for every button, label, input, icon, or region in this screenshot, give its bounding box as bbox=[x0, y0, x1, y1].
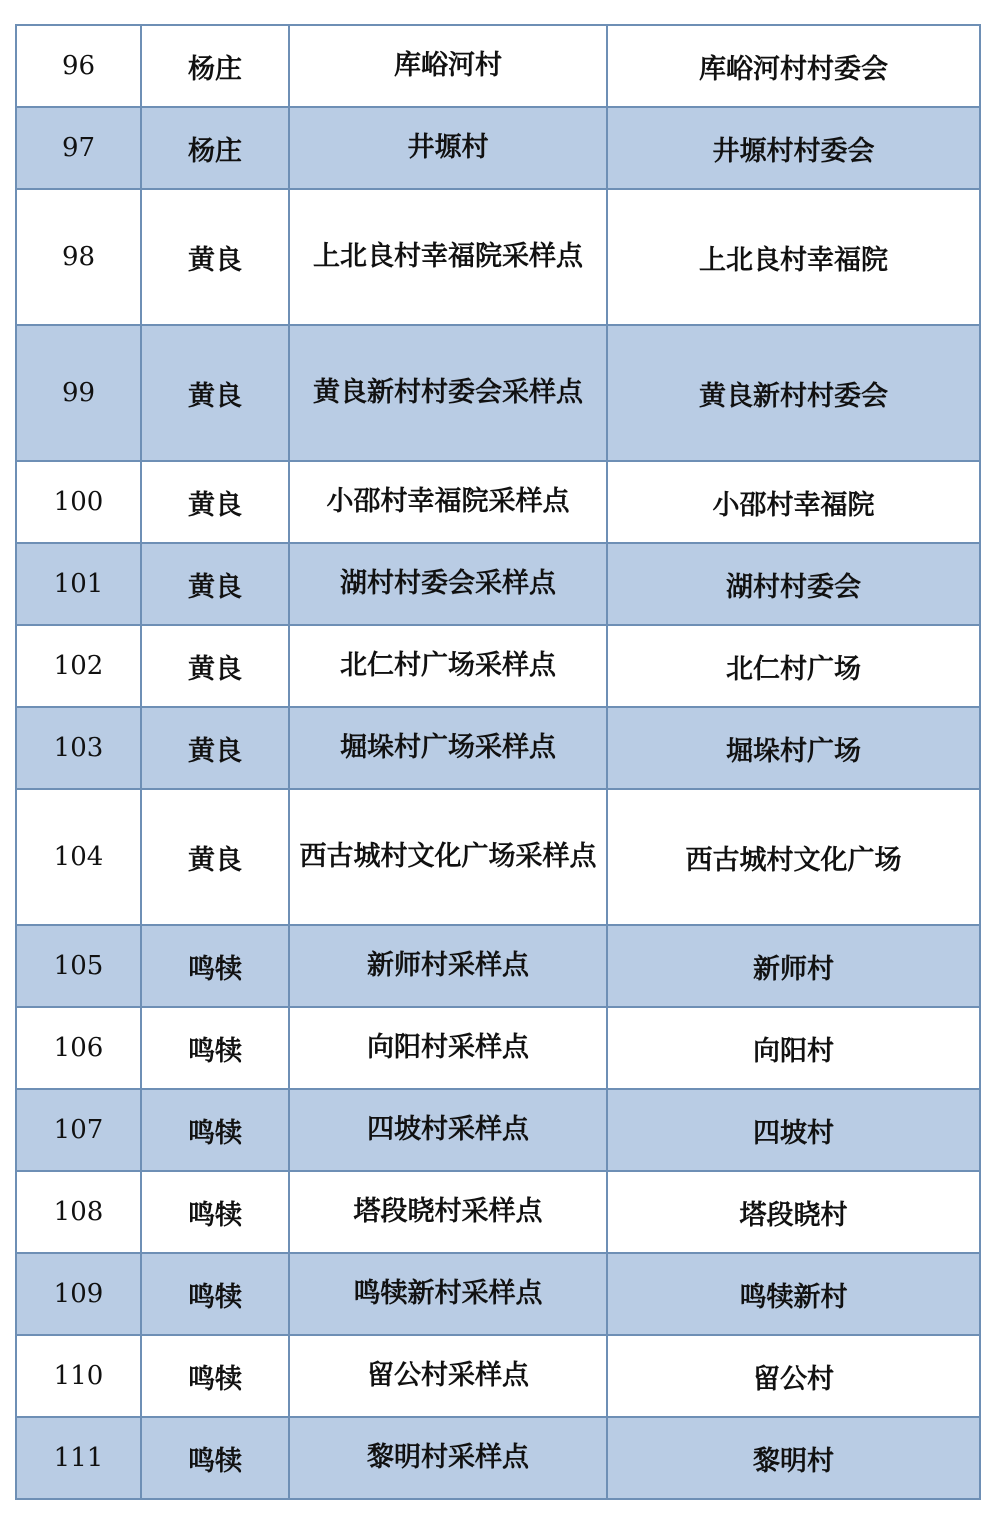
site-name: 塔段晓村采样点 bbox=[289, 1171, 607, 1253]
site-name: 黄良新村村委会采样点 bbox=[289, 325, 607, 461]
table-row bbox=[16, 1417, 980, 1499]
site-location: 湖村村委会 bbox=[607, 543, 980, 625]
row-number: 99 bbox=[16, 325, 141, 461]
row-number: 107 bbox=[16, 1089, 141, 1171]
site-location: 上北良村幸福院 bbox=[607, 189, 980, 325]
town-name: 杨庄 bbox=[141, 107, 289, 189]
site-location: 新师村 bbox=[607, 925, 980, 1007]
row-number: 111 bbox=[16, 1417, 141, 1499]
town-name: 鸣犊 bbox=[141, 1335, 289, 1417]
table-row bbox=[16, 1089, 980, 1171]
site-name: 上北良村幸福院采样点 bbox=[289, 189, 607, 325]
site-name: 留公村采样点 bbox=[289, 1335, 607, 1417]
row-number: 109 bbox=[16, 1253, 141, 1335]
table-row bbox=[16, 325, 980, 461]
table-row bbox=[16, 189, 980, 325]
town-name: 黄良 bbox=[141, 461, 289, 543]
site-location: 向阳村 bbox=[607, 1007, 980, 1089]
town-name: 鸣犊 bbox=[141, 1089, 289, 1171]
row-number: 104 bbox=[16, 789, 141, 925]
site-name: 北仁村广场采样点 bbox=[289, 625, 607, 707]
site-location: 鸣犊新村 bbox=[607, 1253, 980, 1335]
sampling-site-table bbox=[15, 24, 981, 1500]
site-location: 北仁村广场 bbox=[607, 625, 980, 707]
town-name: 黄良 bbox=[141, 789, 289, 925]
town-name: 黄良 bbox=[141, 543, 289, 625]
site-name: 小邵村幸福院采样点 bbox=[289, 461, 607, 543]
site-name: 库峪河村 bbox=[289, 25, 607, 107]
row-number: 102 bbox=[16, 625, 141, 707]
site-name: 井塬村 bbox=[289, 107, 607, 189]
table-row bbox=[16, 925, 980, 1007]
town-name: 黄良 bbox=[141, 325, 289, 461]
site-location: 堀垛村广场 bbox=[607, 707, 980, 789]
town-name: 黄良 bbox=[141, 707, 289, 789]
row-number: 100 bbox=[16, 461, 141, 543]
town-name: 鸣犊 bbox=[141, 1417, 289, 1499]
row-number: 98 bbox=[16, 189, 141, 325]
site-location: 留公村 bbox=[607, 1335, 980, 1417]
table-row bbox=[16, 461, 980, 543]
town-name: 黄良 bbox=[141, 625, 289, 707]
site-name: 新师村采样点 bbox=[289, 925, 607, 1007]
town-name: 鸣犊 bbox=[141, 1253, 289, 1335]
site-name: 黎明村采样点 bbox=[289, 1417, 607, 1499]
town-name: 鸣犊 bbox=[141, 1171, 289, 1253]
table-row bbox=[16, 1171, 980, 1253]
row-number: 101 bbox=[16, 543, 141, 625]
site-location: 塔段晓村 bbox=[607, 1171, 980, 1253]
table-row bbox=[16, 789, 980, 925]
site-name: 向阳村采样点 bbox=[289, 1007, 607, 1089]
row-number: 110 bbox=[16, 1335, 141, 1417]
site-location: 库峪河村村委会 bbox=[607, 25, 980, 107]
site-name: 四坡村采样点 bbox=[289, 1089, 607, 1171]
site-name: 堀垛村广场采样点 bbox=[289, 707, 607, 789]
table-row bbox=[16, 1335, 980, 1417]
table-row bbox=[16, 707, 980, 789]
table-row bbox=[16, 625, 980, 707]
site-location: 小邵村幸福院 bbox=[607, 461, 980, 543]
table-row bbox=[16, 543, 980, 625]
row-number: 105 bbox=[16, 925, 141, 1007]
row-number: 97 bbox=[16, 107, 141, 189]
row-number: 96 bbox=[16, 25, 141, 107]
table-row bbox=[16, 25, 980, 107]
row-number: 108 bbox=[16, 1171, 141, 1253]
row-number: 106 bbox=[16, 1007, 141, 1089]
site-name: 西古城村文化广场采样点 bbox=[289, 789, 607, 925]
site-location: 四坡村 bbox=[607, 1089, 980, 1171]
town-name: 杨庄 bbox=[141, 25, 289, 107]
table-row bbox=[16, 1007, 980, 1089]
row-number: 103 bbox=[16, 707, 141, 789]
site-location: 井塬村村委会 bbox=[607, 107, 980, 189]
table-row bbox=[16, 107, 980, 189]
town-name: 黄良 bbox=[141, 189, 289, 325]
site-location: 西古城村文化广场 bbox=[607, 789, 980, 925]
site-name: 鸣犊新村采样点 bbox=[289, 1253, 607, 1335]
table-row bbox=[16, 1253, 980, 1335]
site-location: 黎明村 bbox=[607, 1417, 980, 1499]
town-name: 鸣犊 bbox=[141, 1007, 289, 1089]
town-name: 鸣犊 bbox=[141, 925, 289, 1007]
site-name: 湖村村委会采样点 bbox=[289, 543, 607, 625]
site-location: 黄良新村村委会 bbox=[607, 325, 980, 461]
